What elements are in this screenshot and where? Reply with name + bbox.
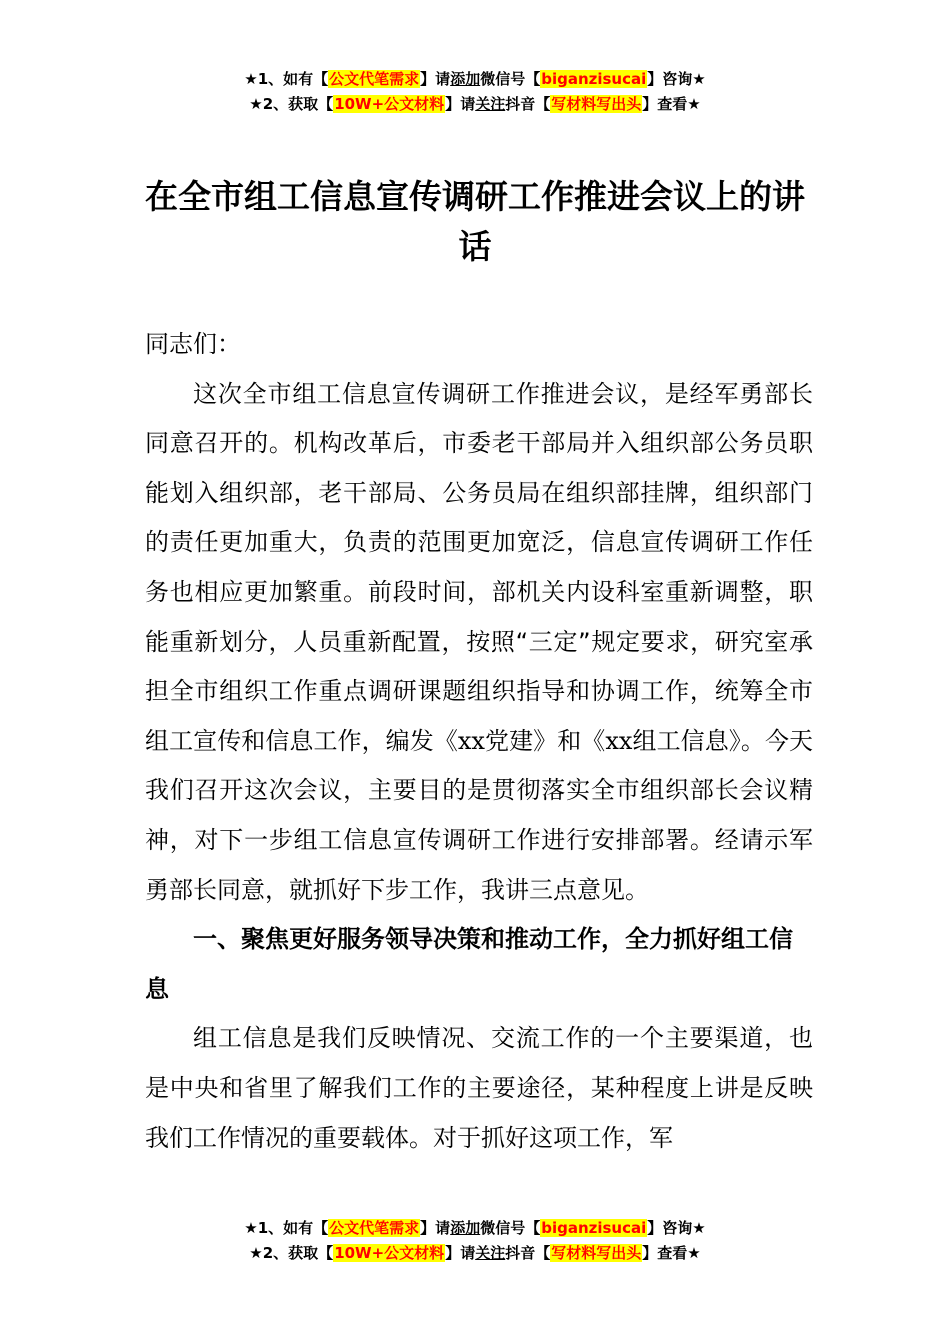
section-heading-1: 一、聚焦更好服务领导决策和推动工作，全力抓好组工信息 — [145, 925, 793, 1003]
banner-text: 】咨询★ — [647, 70, 706, 88]
banner-text: ★2、获取【 — [249, 1244, 334, 1262]
banner-highlight: 公文代笔需求 — [329, 70, 420, 88]
banner-text: ★1、如有【 — [244, 1219, 329, 1237]
document-body — [145, 320, 813, 1163]
banner-highlight: 写材料写出头 — [551, 95, 642, 113]
banner-highlight: 10W+公文材料 — [334, 95, 445, 113]
banner-line-2 — [0, 92, 950, 117]
top-banner — [0, 67, 950, 117]
banner-text: 】咨询★ — [647, 1219, 706, 1237]
banner-highlight: biganzisucai — [541, 70, 647, 88]
banner-text: 微信号【 — [480, 70, 541, 88]
banner-underline: 关注 — [475, 95, 506, 113]
banner-highlight: 公文代笔需求 — [329, 1219, 420, 1237]
banner-text: 】请 — [445, 1244, 476, 1262]
banner-highlight: biganzisucai — [541, 1219, 647, 1237]
banner-text: 抖音【 — [505, 1244, 551, 1262]
paragraph-2: 组工信息是我们反映情况、交流工作的一个主要渠道，也是中央和省里了解我们工作的主要途径，某种程度上讲是反映我们工作情况的重要载体。对于抓好这项工作，军 — [145, 1024, 813, 1152]
banner-line-2 — [0, 1241, 950, 1266]
paragraph-text: 组工信息》。今天我们召开这次会议，主要目的是贯彻落实全市组织部长会议精神，对下一步组工信息宣传调研工作进行安排部署。经请示军勇部长同意，就抓好下步工作，我讲三点意见。 — [145, 726, 814, 904]
banner-highlight: 10W+公文材料 — [334, 1244, 445, 1262]
banner-line-1 — [0, 1216, 950, 1241]
banner-text: 微信号【 — [480, 1219, 541, 1237]
banner-underline: 添加 — [450, 70, 481, 88]
banner-text: 抖音【 — [505, 95, 551, 113]
banner-text: 】请 — [420, 1219, 451, 1237]
placeholder-text: xx — [457, 726, 485, 755]
banner-text: 】请 — [445, 95, 476, 113]
banner-underline: 关注 — [475, 1244, 506, 1262]
banner-text: ★1、如有【 — [244, 70, 329, 88]
salutation: 同志们： — [145, 330, 241, 358]
paragraph-1 — [145, 370, 813, 916]
banner-text: 】请 — [420, 70, 451, 88]
banner-highlight: 写材料写出头 — [551, 1244, 642, 1262]
paragraph-text: 这次全市组工信息宣传调研工作推进会议，是经军勇部长同意召开的。机构改革后，市委老干部局并入组织部公务员职能划入组织部，老干部局、公务员局在组织部挂牌，组织部门的责任更加重大，负责的范围更加宽泛，信息宣传调研工作任务也相应更加繁重。前段时间，部机关内设科室重新调整，职能重新划分，人员重新配置，按照“三定”规定要求，研究室承担全市组织工作重点调研课题组织指导和协调工作，统筹全市组工宣传和信息工作，编发《 — [145, 379, 813, 755]
placeholder-text: xx — [605, 726, 633, 755]
paragraph-text: 党建》和《 — [484, 726, 606, 755]
banner-line-1 — [0, 67, 950, 92]
banner-text: 】查看★ — [642, 1244, 701, 1262]
banner-underline: 添加 — [450, 1219, 481, 1237]
banner-text: ★2、获取【 — [249, 95, 334, 113]
document-title: 在全市组工信息宣传调研工作推进会议上的讲话 — [145, 177, 805, 266]
banner-text: 】查看★ — [642, 95, 701, 113]
bottom-banner — [0, 1216, 950, 1266]
